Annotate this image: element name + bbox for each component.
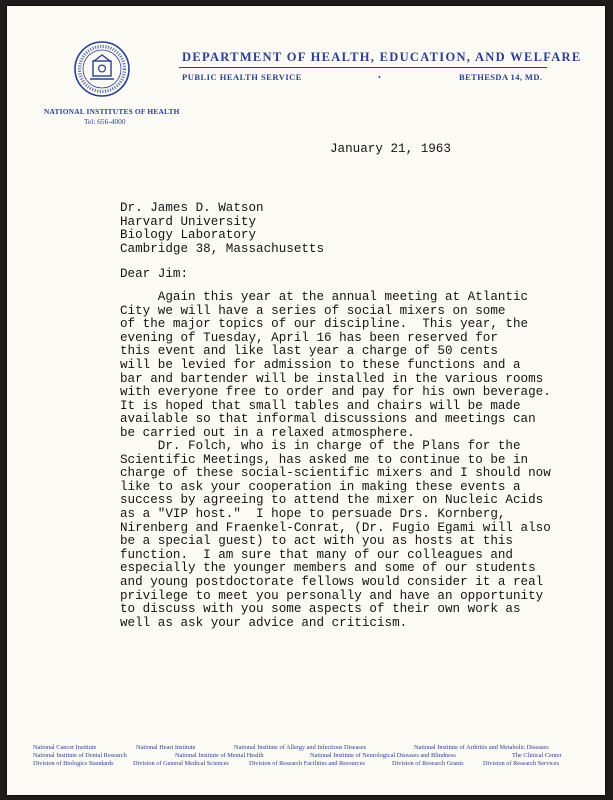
paragraph-2 <box>120 440 551 630</box>
text-line: Harvard University <box>120 214 257 229</box>
text-line: Dr. James D. Watson <box>120 201 264 215</box>
institute-name: NATIONAL INSTITUTES OF HEALTH <box>44 107 180 116</box>
separator-bullet: • <box>378 73 381 82</box>
footer-item: Division of Research Facilities and Resources <box>249 760 365 767</box>
text-line: City we will have a series of social mixers on some <box>120 303 506 318</box>
text-line: Scientific Meetings, has asked me to continue to be in <box>120 452 529 467</box>
text-line: especially the younger members and some of our students <box>120 561 536 576</box>
letter-page <box>7 6 605 795</box>
text-line: Nirenberg and Fraenkel-Conrat, (Dr. Fugio Egami will also <box>120 520 551 535</box>
footer-item: National Institute of Neurological Diseases and Blindness <box>310 752 456 759</box>
text-line: evening of Tuesday, April 16 has been reserved for <box>120 330 498 345</box>
text-line: privilege to meet you personally and have an opportunity <box>120 588 544 603</box>
footer-item: National Cancer Institute <box>33 744 97 751</box>
footer-item: The Clinical Center <box>512 752 562 759</box>
footer-item: National Institute of Allergy and Infectious Diseases <box>234 744 367 751</box>
footer-item: Division of General Medical Sciences <box>133 760 229 767</box>
text-line: as a "VIP host." I hope to persuade Drs. Kornberg, <box>120 506 506 521</box>
text-line: well as ask your advice and criticism. <box>120 615 408 630</box>
letter-date: January 21, 1963 <box>330 142 451 156</box>
text-line: will be levied for admission to these functions and a <box>120 357 521 372</box>
text-line: to discuss with you some aspects of their own work as <box>120 602 521 617</box>
footer-item: National Institute of Dental Research <box>33 752 127 759</box>
footer-item: National Heart Institute <box>136 744 196 751</box>
footer-item: Division of Research Services <box>483 760 560 767</box>
text-line: be a special guest) to act with you as hosts at this <box>120 534 513 549</box>
text-line: charge of these social-scientific mixers and I should now <box>120 466 551 481</box>
text-line: success by agreeing to attend the mixer on Nucleic Acids <box>120 493 544 508</box>
department-heading: DEPARTMENT OF HEALTH, EDUCATION, AND WELFARE <box>182 50 582 64</box>
text-line: Biology Laboratory <box>120 228 257 243</box>
recipient-address <box>120 202 324 256</box>
text-line: like to ask your cooperation in making these events a <box>120 479 521 494</box>
paragraph-1 <box>120 291 551 441</box>
text-line: Dr. Folch, who is in charge of the Plans for the <box>120 439 521 453</box>
service-name: PUBLIC HEALTH SERVICE <box>182 72 302 82</box>
text-line: function. I am sure that many of our colleagues and <box>120 547 513 562</box>
text-line: be carried out in a relaxed atmosphere. <box>120 425 415 440</box>
text-line: with everyone free to order and pay for his own beverage. <box>120 385 551 400</box>
text-line: of the major topics of our discipline. This year, the <box>120 317 529 332</box>
text-line: bar and bartender will be installed in the various rooms <box>120 371 544 386</box>
text-line: Again this year at the annual meeting at Atlantic <box>120 290 529 304</box>
salutation: Dear Jim: <box>120 267 189 281</box>
location: BETHESDA 14, MD. <box>459 72 543 82</box>
hew-seal-icon <box>73 40 131 98</box>
footer-item: National Institute of Arthritis and Metabolic Diseases <box>414 744 549 751</box>
text-line: and young postdoctorate fellows would consider it a real <box>120 574 544 589</box>
text-line: Cambridge 38, Massachusetts <box>120 241 325 256</box>
text-line: It is hoped that small tables and chairs will be made <box>120 398 521 413</box>
letterhead-rule <box>179 67 547 68</box>
footer-item: Division of Biologics Standards <box>33 760 114 767</box>
text-line: this event and like last year a charge of 50 cents <box>120 344 498 359</box>
footer-item: National Institute of Mental Health <box>175 752 264 759</box>
text-line: available so that informal discussions and meetings can <box>120 412 536 427</box>
footer-item: Division of Research Grants <box>392 760 464 767</box>
telephone: Tel: 656-4000 <box>84 117 126 126</box>
